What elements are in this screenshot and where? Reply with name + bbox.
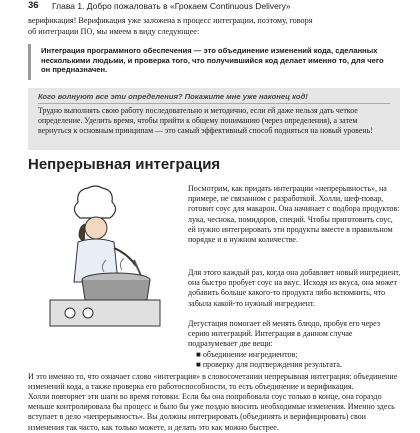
bullet-1: ■ объединение ингредиентов; bbox=[196, 350, 298, 359]
bullet-2: ■ проверку для подтверждения результата. bbox=[196, 360, 342, 369]
definition-quote bbox=[28, 44, 400, 80]
aside-box bbox=[28, 88, 400, 150]
running-title: Глава 1. Добро пожаловать в «Грокаем Continuous Delivery» bbox=[52, 1, 291, 11]
intro-line-2: об интеграции ПО, мы имеем в виду следующее: bbox=[28, 27, 200, 36]
page-header bbox=[28, 1, 408, 13]
chef-illustration bbox=[30, 182, 180, 332]
intro-line-1: верификация! Верификация уже заложена в процесс интеграции, поэтому, говоря bbox=[28, 16, 313, 25]
paragraph-3: Дегустация помогает ей менять блюдо, пробуя его через серию интеграций. Интеграция в данном случае подразумевает две вещи: bbox=[188, 319, 380, 349]
definition-text: Интеграция программного обеспечения — это объединение изменений кода, сделанных несколькими людьми, и проверка того, что получившийся код делает именно то, для чего он предназначен. bbox=[41, 46, 384, 75]
paragraph-1: Посмотрим, как придать интеграции «непрерывность», на примере, не связанном с разработкой. Холли, шеф-повар, готовит соус для макарон. Она начинает с подбора продуктов: лука, чеснока, помидоров, специй. Чтобы приготовить соус, ей нужно интегрировать эти продукты вместе в правильном порядке и в нужном количестве. bbox=[188, 184, 400, 245]
aside-body: Трудно выполнять свою работу последовательно и методично, если ей даже нельзя дать четкое определение. Уделить время, чтобы прийти к общему пониманию (через определения), а затем вернуться к основным принципам — это самый эффективный способ подняться на новый уровень! bbox=[38, 106, 373, 135]
aside-question: Кого волнуют все эти определения? Покажите мне уже наконец код! bbox=[38, 92, 390, 104]
closing-paragraph-2: Холли повторяет эти шаги во время готовки. Если бы она попробовала соус только в конце, она гораздо меньше контролировала бы процесс и было бы уже поздно вносить необходимые изменения. Именно здесь вступает в дело «непрерывность». Вы должны интегрировать (объединять и верифицировать) свои изменения так часто, как только можете, и делать это как можно быстрее. bbox=[28, 392, 395, 432]
section-title: Непрерывная интеграция bbox=[28, 156, 221, 173]
closing-paragraph-1: И это именно то, что означает слово «интеграция» в словосочетании непрерывная интеграция: объединение изменений кода, а также проверка его работоспособности, то есть объединение и верификация. bbox=[28, 372, 398, 392]
page-number: 36 bbox=[28, 0, 39, 11]
paragraph-2: Для этого каждый раз, когда она добавляет новый ингредиент, она быстро пробует соус на вкус. Исходя из вкуса, она может добавить больше какого-то продукта либо вспомнить, что забыла какой-то нужный ингредиент. bbox=[188, 268, 401, 308]
